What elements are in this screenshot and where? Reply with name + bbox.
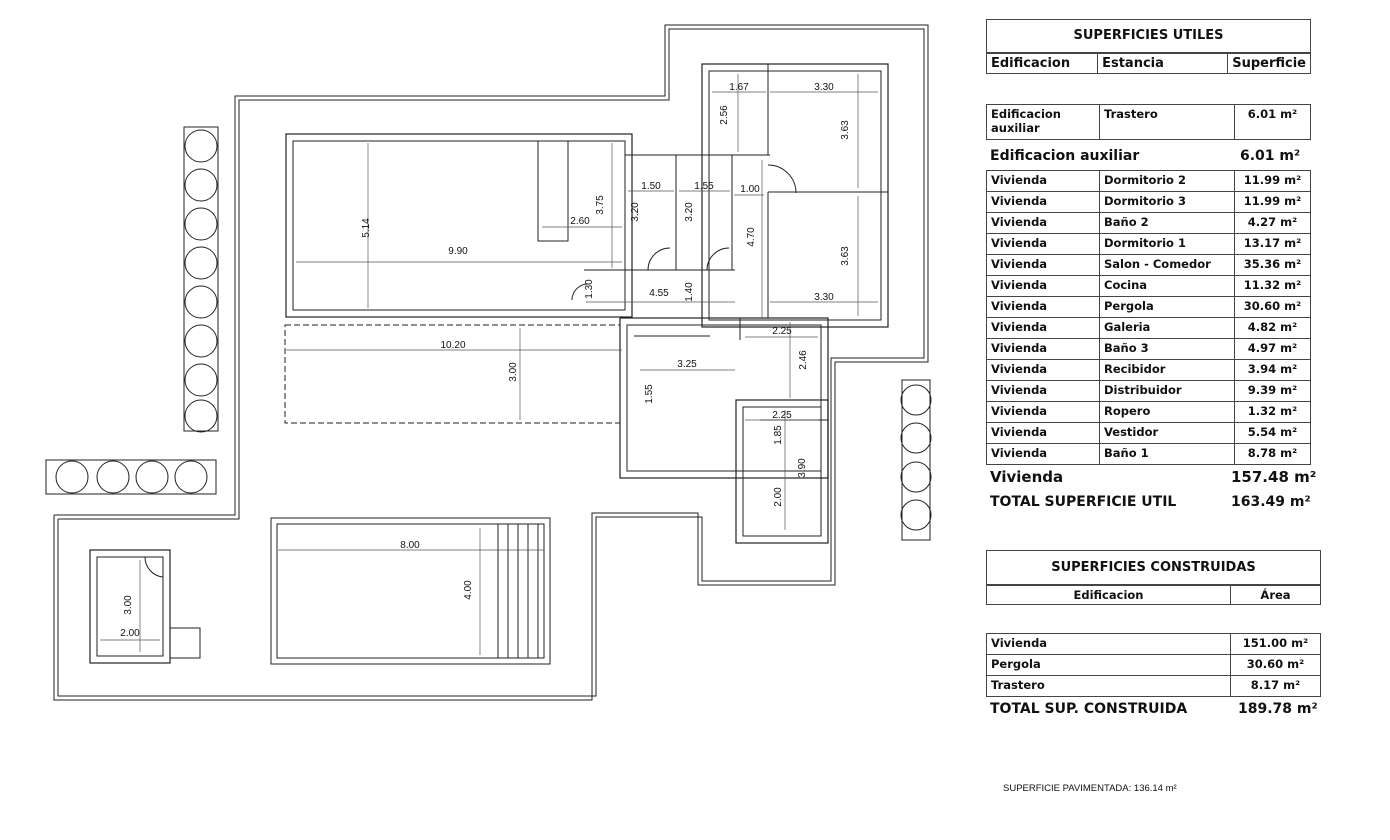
- dim-label: 1.00: [740, 184, 760, 195]
- utiles-aux-table: [986, 104, 1311, 140]
- utiles-row: [987, 255, 1311, 276]
- dim-label: 1.55: [644, 384, 655, 404]
- dim-label: 9.90: [448, 246, 468, 257]
- row-edificacion: Vivienda: [987, 444, 1100, 465]
- utiles-row: [987, 297, 1311, 318]
- row-edificacion: Vivienda: [987, 255, 1100, 276]
- grand-total-label: TOTAL SUPERFICIE UTIL: [990, 494, 1177, 510]
- kitchen-island: [538, 141, 568, 241]
- row-estancia: Pergola: [1100, 297, 1235, 318]
- row-estancia: Distribuidor: [1100, 381, 1235, 402]
- row-edificacion: Vivienda: [987, 339, 1100, 360]
- row-edificacion: Vivienda: [987, 234, 1100, 255]
- construidas-header-edificacion: Edificacion: [987, 586, 1231, 605]
- construidas-rows-table: [986, 633, 1321, 697]
- dim-label: 3.00: [123, 595, 134, 615]
- dim-label: 3.20: [684, 202, 695, 222]
- row-edificacion: Vivienda: [987, 276, 1100, 297]
- row-edificacion: Vivienda: [987, 192, 1100, 213]
- row-superficie: 4.97 m²: [1235, 339, 1311, 360]
- construidas-row: [987, 676, 1321, 697]
- dim-label: 3.63: [840, 120, 851, 140]
- aux-edificacion: Edificacion auxiliar: [987, 105, 1100, 140]
- construidas-row: [987, 634, 1321, 655]
- utiles-row: [987, 171, 1311, 192]
- row-superficie: 8.78 m²: [1235, 444, 1311, 465]
- row-superficie: 3.94 m²: [1235, 360, 1311, 381]
- dim-label: 3.90: [797, 458, 808, 478]
- utiles-header-estancia: Estancia: [1098, 54, 1228, 74]
- dim-label: 4.55: [649, 288, 669, 299]
- vivienda-total-value: 157.48 m²: [1231, 468, 1317, 486]
- row-estancia: Salon - Comedor: [1100, 255, 1235, 276]
- tree-row-right-vertical: [902, 380, 930, 540]
- construidas-title: SUPERFICIES CONSTRUIDAS: [986, 550, 1321, 585]
- dim-label: 3.75: [595, 195, 606, 215]
- row-estancia: Recibidor: [1100, 360, 1235, 381]
- row-estancia: Baño 3: [1100, 339, 1235, 360]
- dim-label: 1.30: [584, 279, 595, 299]
- row-edificacion: Vivienda: [987, 634, 1231, 655]
- vivienda-total-label: Vivienda: [990, 468, 1064, 486]
- utiles-row: [987, 213, 1311, 234]
- utiles-row: [987, 276, 1311, 297]
- row-superficie: 35.36 m²: [1235, 255, 1311, 276]
- dim-label: 2.56: [719, 105, 730, 125]
- dim-label: 1.85: [773, 425, 784, 445]
- row-area: 151.00 m²: [1231, 634, 1321, 655]
- utiles-row: [987, 339, 1311, 360]
- row-edificacion: Vivienda: [987, 297, 1100, 318]
- dim-label: 3.20: [630, 202, 641, 222]
- aux-superficie: 6.01 m²: [1235, 105, 1311, 140]
- row-superficie: 11.99 m²: [1235, 192, 1311, 213]
- construidas-header-table: [986, 585, 1321, 605]
- plot-outline: [54, 25, 928, 700]
- dim-label: 5.14: [361, 218, 372, 238]
- row-edificacion: Vivienda: [987, 213, 1100, 234]
- construidas-header-area: Área: [1231, 586, 1321, 605]
- tree-row-left-horizontal: [46, 460, 216, 494]
- row-estancia: Galeria: [1100, 318, 1235, 339]
- row-edificacion: Vivienda: [987, 360, 1100, 381]
- row-edificacion: Vivienda: [987, 381, 1100, 402]
- row-edificacion: Vivienda: [987, 423, 1100, 444]
- row-superficie: 1.32 m²: [1235, 402, 1311, 423]
- dim-label: 2.25: [772, 326, 792, 337]
- row-superficie: 9.39 m²: [1235, 381, 1311, 402]
- row-superficie: 11.99 m²: [1235, 171, 1311, 192]
- row-edificacion: Vivienda: [987, 318, 1100, 339]
- row-estancia: Baño 1: [1100, 444, 1235, 465]
- row-estancia: Cocina: [1100, 276, 1235, 297]
- row-estancia: Vestidor: [1100, 423, 1235, 444]
- utiles-row: [987, 234, 1311, 255]
- dim-label: 4.00: [463, 580, 474, 600]
- utiles-row: [987, 423, 1311, 444]
- dim-label: 10.20: [440, 340, 466, 351]
- construida-total-label: TOTAL SUP. CONSTRUIDA: [990, 701, 1188, 717]
- row-estancia: Dormitorio 3: [1100, 192, 1235, 213]
- row-superficie: 4.82 m²: [1235, 318, 1311, 339]
- plot-outline-inner: [58, 29, 924, 696]
- dim-label: 3.30: [814, 82, 834, 93]
- dim-label: 3.25: [677, 359, 697, 370]
- dim-label: 8.00: [400, 540, 420, 551]
- row-edificacion: Vivienda: [987, 402, 1100, 423]
- row-edificacion: Trastero: [987, 676, 1231, 697]
- row-edificacion: Vivienda: [987, 171, 1100, 192]
- dim-label: 2.00: [773, 487, 784, 507]
- grand-total-value: 163.49 m²: [1231, 494, 1311, 510]
- utiles-header-table: [986, 53, 1311, 74]
- utiles-row: [987, 444, 1311, 465]
- row-estancia: Ropero: [1100, 402, 1235, 423]
- aux-estancia: Trastero: [1100, 105, 1235, 140]
- aux-total-value: 6.01 m²: [1240, 148, 1301, 164]
- aux-total-label: Edificacion auxiliar: [990, 148, 1140, 164]
- superficie-pavimentada: SUPERFICIE PAVIMENTADA: 136.14 m²: [1003, 783, 1177, 794]
- construida-total-value: 189.78 m²: [1238, 701, 1318, 717]
- construidas-row: [987, 655, 1321, 676]
- dim-label: 3.30: [814, 292, 834, 303]
- utiles-title: SUPERFICIES UTILES: [986, 19, 1311, 53]
- row-edificacion: Pergola: [987, 655, 1231, 676]
- dim-label: 2.46: [798, 350, 809, 370]
- utiles-row: [987, 192, 1311, 213]
- dim-label: 2.00: [120, 628, 140, 639]
- kitchen-block-walls: [702, 64, 888, 327]
- utiles-row: [987, 381, 1311, 402]
- dim-label: 2.60: [570, 216, 590, 227]
- utiles-header-superficie: Superficie: [1228, 54, 1311, 74]
- dim-label: 1.40: [684, 282, 695, 302]
- utiles-header-edificacion: Edificacion: [987, 54, 1098, 74]
- row-superficie: 30.60 m²: [1235, 297, 1311, 318]
- row-area: 8.17 m²: [1231, 676, 1321, 697]
- dim-label: 4.70: [746, 227, 757, 247]
- utiles-row: [987, 318, 1311, 339]
- row-superficie: 4.27 m²: [1235, 213, 1311, 234]
- dim-label: 1.55: [694, 181, 714, 192]
- row-superficie: 13.17 m²: [1235, 234, 1311, 255]
- utiles-row: [987, 360, 1311, 381]
- dim-label: 1.67: [729, 82, 749, 93]
- row-superficie: 5.54 m²: [1235, 423, 1311, 444]
- row-estancia: Dormitorio 2: [1100, 171, 1235, 192]
- row-superficie: 11.32 m²: [1235, 276, 1311, 297]
- row-estancia: Dormitorio 1: [1100, 234, 1235, 255]
- dim-label: 1.50: [641, 181, 661, 192]
- utiles-rows-table: [986, 170, 1311, 465]
- dim-label: 3.63: [840, 246, 851, 266]
- row-estancia: Baño 2: [1100, 213, 1235, 234]
- row-area: 30.60 m²: [1231, 655, 1321, 676]
- dim-label: 2.25: [772, 410, 792, 421]
- dim-label: 3.00: [508, 362, 519, 382]
- utiles-row: [987, 402, 1311, 423]
